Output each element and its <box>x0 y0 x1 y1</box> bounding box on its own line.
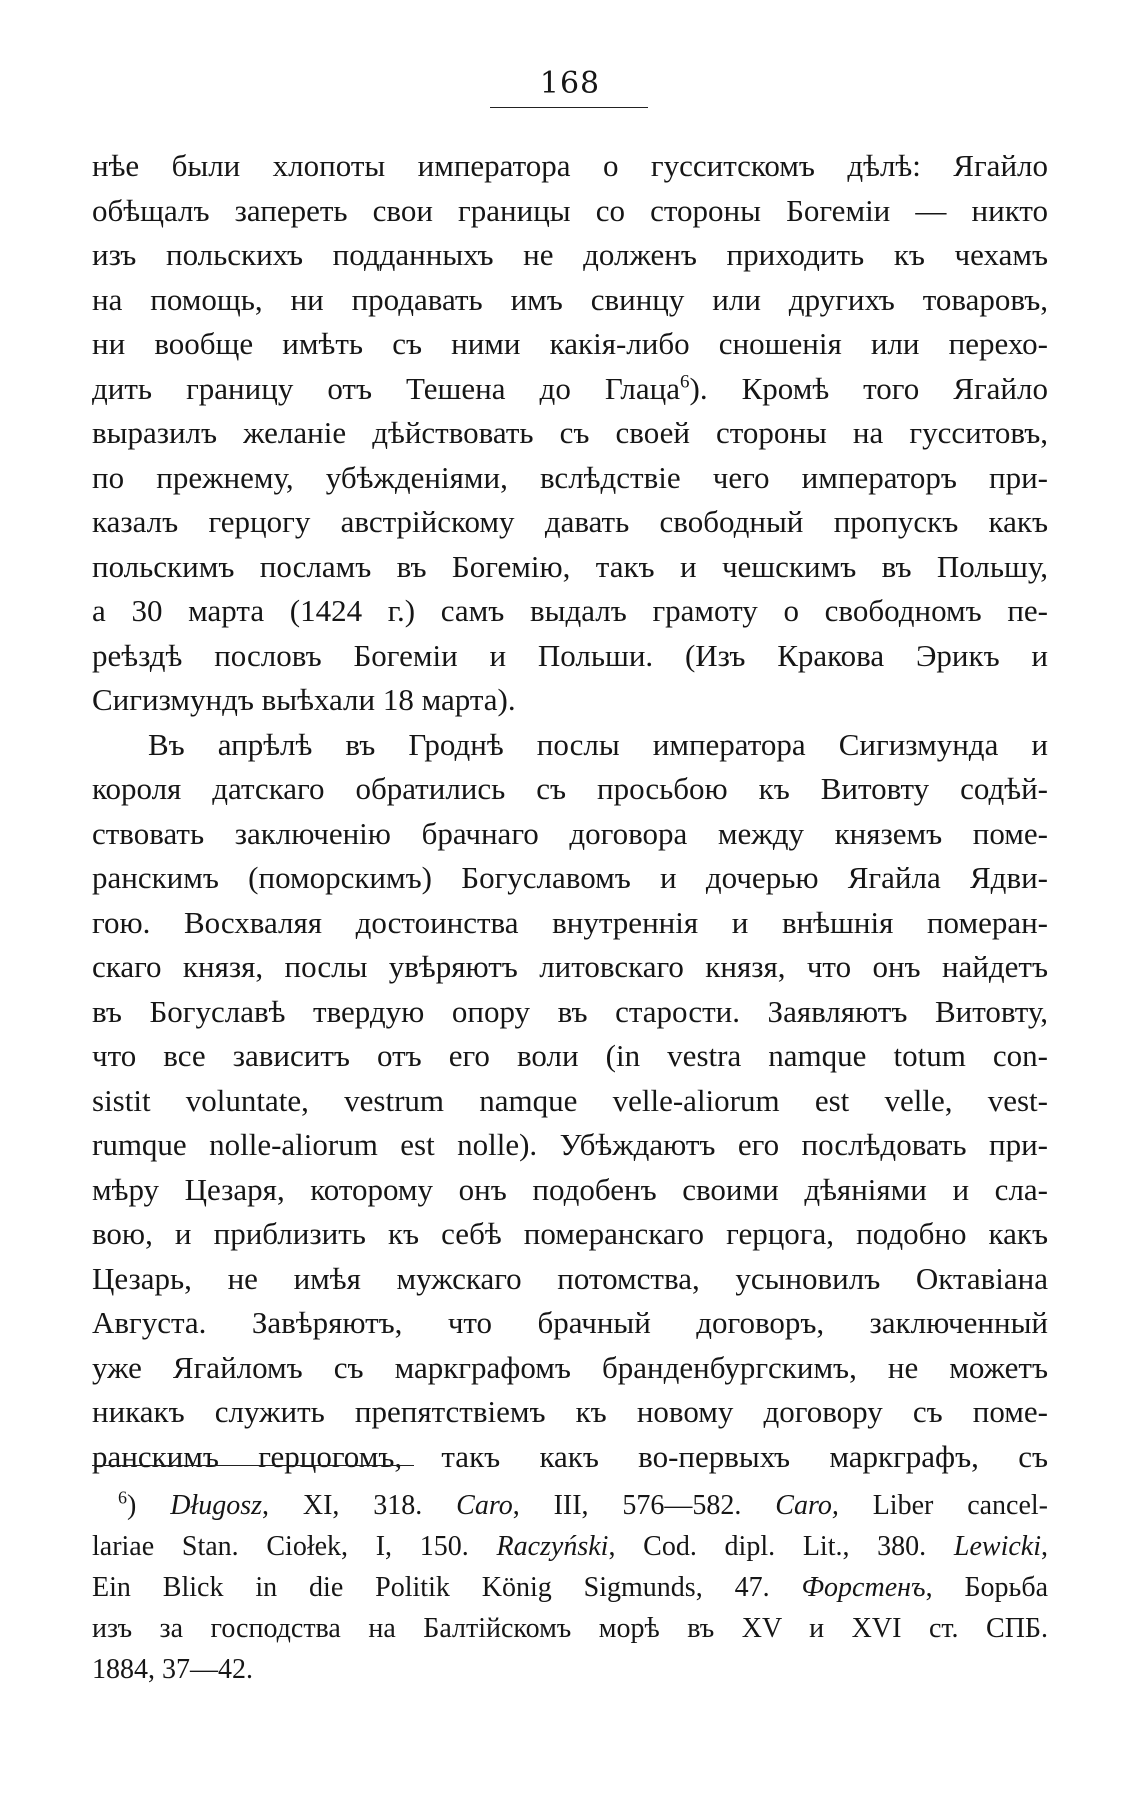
text-fragment: Liber cancel- <box>838 1490 1049 1521</box>
text-line: Въ апрѣлѣ въ Гроднѣ послы императора Сигизмунда и <box>148 726 1048 762</box>
text-line: что все зависитъ отъ его воли (in vestra namque totum con- <box>92 1038 1048 1073</box>
main-text <box>92 144 1048 1479</box>
footnote-line <box>92 1485 1048 1526</box>
text-line: ни вообще имѣть съ ними какія-либо сношенія или перехо- <box>92 326 1048 361</box>
text-line: ранскимъ (поморскимъ) Богуславомъ и дочерью Ягайла Ядви- <box>92 860 1048 895</box>
text-line: на помощь, ни продавать имъ свинцу или другихъ товаровъ, <box>92 281 1048 317</box>
citation-author: Lewicki <box>953 1531 1041 1562</box>
text-line: скаго князя, послы увѣряютъ литовскаго князя, что онъ найдетъ <box>92 949 1048 984</box>
text-fragment: Ein Blick in die Politik König Sigmunds, 47. <box>92 1572 802 1603</box>
text-line: ранскимъ герцогомъ, такъ какъ во-первыхъ маркграфъ, съ <box>92 1438 1048 1474</box>
text-fragment: , III, 576—582. <box>512 1490 776 1521</box>
text-line: выразилъ желаніе дѣйствовать съ своей стороны на гусситовъ, <box>92 415 1048 450</box>
footnote-paren: ) <box>127 1490 171 1521</box>
text-line: по прежнему, убѣжденіями, вслѣдствіе чего императоръ при- <box>92 459 1048 495</box>
footnote-line <box>92 1567 1048 1608</box>
footnote-line: 1884, 37—42. <box>92 1654 253 1685</box>
text-line: казалъ герцогу австрійскому давать свободный пропускъ какъ <box>92 504 1048 539</box>
text-fragment: ). Кромѣ того Ягайло <box>689 370 1048 406</box>
text-line: вою, и приблизить къ себѣ померанскаго герцога, подобно какъ <box>92 1216 1048 1251</box>
text-line <box>92 367 1048 412</box>
footnote-rule <box>92 1465 414 1466</box>
text-line: мѣру Цезаря, которому онъ подобенъ своими дѣяніями и сла- <box>92 1171 1048 1207</box>
footnote-line <box>92 1526 1048 1567</box>
text-line: польскимъ посламъ въ Богемію, такъ и чешскимъ въ Польшу, <box>92 548 1048 584</box>
header-rule <box>490 107 648 108</box>
text-line: Цезарь, не имѣя мужскаго потомства, усыновилъ Октавіана <box>92 1260 1048 1296</box>
citation-author: Форстенъ <box>801 1572 926 1603</box>
text-line: нѣе были хлопоты императора о гусситскомъ дѣлѣ: Ягайло <box>92 148 1048 183</box>
text-fragment: lariae Stan. Ciołek, I, 150. <box>92 1531 497 1562</box>
text-line: реѣздѣ пословъ Богеміи и Польши. (Изъ Кракова Эрикъ и <box>92 637 1048 673</box>
text-line: въ Богуславѣ твердую опору въ старости. Заявляютъ Витовту, <box>92 993 1048 1029</box>
text-line: Сигизмундъ выѣхали 18 марта). <box>92 682 516 717</box>
text-line: короля датскаго обратились съ просьбою къ Витовту содѣй- <box>92 771 1048 806</box>
citation-author: Długosz <box>170 1490 262 1521</box>
footnote-line: изъ за господства на Балтійскомъ морѣ въ XV и XVI ст. СПБ. <box>92 1613 1048 1644</box>
text-line: Августа. Завѣряютъ, что брачный договоръ, заключенный <box>92 1305 1048 1340</box>
text-fragment: , Cod. dipl. Lit., 380. <box>608 1531 954 1562</box>
footnote-mark: 6 <box>118 1487 127 1508</box>
text-line: sistit voluntate, vestrum namque velle-aliorum est velle, vest- <box>92 1082 1048 1118</box>
text-line: уже Ягайломъ съ маркграфомъ бранденбургскимъ, не можетъ <box>92 1349 1048 1385</box>
citation-author: Caro <box>456 1490 513 1521</box>
text-line: а 30 марта (1424 г.) самъ выдалъ грамоту о свободномъ пе- <box>92 593 1048 628</box>
footnotes <box>92 1485 1048 1690</box>
citation-author: Raczyński <box>496 1531 609 1562</box>
footnote-reference[interactable]: 6 <box>680 371 690 393</box>
citation-author: Caro, <box>775 1490 839 1521</box>
text-fragment: , Борьба <box>925 1572 1048 1603</box>
text-line: никакъ служить препятствіемъ къ новому договору съ поме- <box>92 1394 1048 1429</box>
text-line: изъ польскихъ подданныхъ не долженъ приходить къ чехамъ <box>92 237 1048 272</box>
text-fragment: дить границу отъ Тешена до Глаца <box>92 370 681 406</box>
text-fragment: , <box>1041 1531 1048 1562</box>
text-line: rumque nolle-aliorum est nolle). Убѣждаютъ его послѣдовать при- <box>92 1127 1048 1162</box>
page-number: 168 <box>539 66 601 101</box>
text-line: обѣщалъ запереть свои границы со стороны Богеміи — никто <box>92 192 1048 228</box>
text-line: гою. Восхваляя достоинства внутреннія и внѣшнія померан- <box>92 904 1048 940</box>
text-fragment: , XI, 318. <box>262 1490 457 1521</box>
text-line: ствовать заключенію брачнаго договора между княземъ поме- <box>92 815 1048 851</box>
